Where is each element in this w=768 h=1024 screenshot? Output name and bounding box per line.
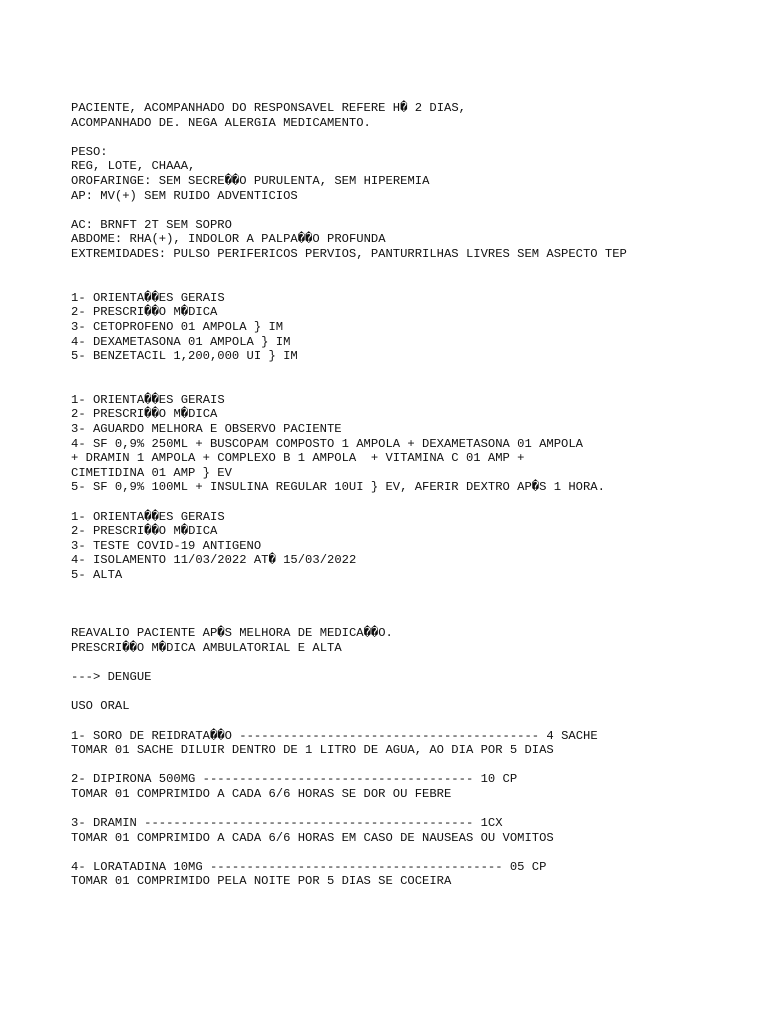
text-line: 3- AGUARDO MELHORA E OBSERVO PACIENTE [71,422,342,437]
text-line: 1- ORIENTA��ES GERAIS [71,509,225,524]
text-line: AP: MV(+) SEM RUIDO ADVENTICIOS [71,188,298,203]
text-line: TOMAR 01 COMPRIMIDO PELA NOITE POR 5 DIAS SE COCEIRA [71,874,452,889]
text-line [71,130,751,145]
text-line: 3- DRAMIN --------------------------------------------- 1CX [71,816,503,831]
text-line: 4- DEXAMETASONA 01 AMPOLA } IM [71,334,291,349]
text-line: 3- TESTE COVID-19 ANTIGENO [71,538,262,553]
text-line [71,597,751,612]
text-line: REG, LOTE, CHAAA, [71,159,196,174]
text-line: 4- LORATADINA 10MG ---------------------------------------- 05 CP [71,859,547,874]
text-line: + DRAMIN 1 AMPOLA + COMPLEXO B 1 AMPOLA + VITAMINA C 01 AMP + [71,451,525,466]
text-line [71,714,751,729]
text-line: 2- PRESCRI��O M�DICA [71,305,218,320]
text-line: OROFARINGE: SEM SECRE��O PURULENTA, SEM HIPEREMIA [71,173,430,188]
text-line: EXTREMIDADES: PULSO PERIFERICOS PERVIOS, PANTURRILHAS LIVRES SEM ASPECTO TEP [71,246,627,261]
text-line: PACIENTE, ACOMPANHADO DO RESPONSAVEL REFERE H� 2 DIAS, [71,101,466,115]
text-line [71,276,751,291]
text-line: USO ORAL [71,699,130,714]
text-line: 3- CETOPROFENO 01 AMPOLA } IM [71,319,284,334]
text-line: CIMETIDINA 01 AMP } EV [71,465,232,480]
text-line: 4- ISOLAMENTO 11/03/2022 AT� 15/03/2022 [71,553,357,568]
text-line: 2- PRESCRI��O M�DICA [71,407,218,422]
text-line: TOMAR 01 SACHE DILUIR DENTRO DE 1 LITRO DE AGUA, AO DIA POR 5 DIAS [71,743,554,758]
text-line [71,203,751,218]
text-line: TOMAR 01 COMPRIMIDO A CADA 6/6 HORAS EM CASO DE NAUSEAS OU VOMITOS [71,830,554,845]
text-line: 2- DIPIRONA 500MG ------------------------------------- 10 CP [71,772,518,787]
text-line: AC: BRNFT 2T SEM SOPRO [71,217,232,232]
text-line: ---> DENGUE [71,670,152,685]
text-line: 5- SF 0,9% 100ML + INSULINA REGULAR 10UI } EV, AFERIR DEXTRO AP�S 1 HORA. [71,480,605,495]
text-line [71,495,751,510]
text-line [71,656,751,671]
text-line: 5- BENZETACIL 1,200,000 UI } IM [71,349,298,364]
text-line: 1- ORIENTA��ES GERAIS [71,290,225,305]
text-line: ABDOME: RHA(+), INDOLOR A PALPA��O PROFUNDA [71,232,386,247]
text-line: TOMAR 01 COMPRIMIDO A CADA 6/6 HORAS SE DOR OU FEBRE [71,786,452,801]
text-line: 1- SORO DE REIDRATA��O ----------------------------------------- 4 SACHE [71,728,598,743]
text-line: 2- PRESCRI��O M�DICA [71,524,218,539]
text-line [71,262,751,277]
text-line: PRESCRI��O M�DICA AMBULATORIAL E ALTA [71,640,342,655]
text-line [71,364,751,379]
text-line [71,612,751,627]
text-line: 4- SF 0,9% 250ML + BUSCOPAM COMPOSTO 1 AMPOLA + DEXAMETASONA 01 AMPOLA [71,436,583,451]
text-line [71,583,751,598]
text-line [71,758,751,773]
text-line: PESO: [71,144,108,159]
text-line: ACOMPANHADO DE. NEGA ALERGIA MEDICAMENTO. [71,115,371,130]
document-body [71,101,751,889]
text-line [71,378,751,393]
text-line: 1- ORIENTA��ES GERAIS [71,392,225,407]
text-line [71,685,751,700]
text-line [71,802,751,817]
text-line: REAVALIO PACIENTE AP�S MELHORA DE MEDICA��O. [71,626,393,641]
text-line [71,845,751,860]
text-line: 5- ALTA [71,568,123,582]
